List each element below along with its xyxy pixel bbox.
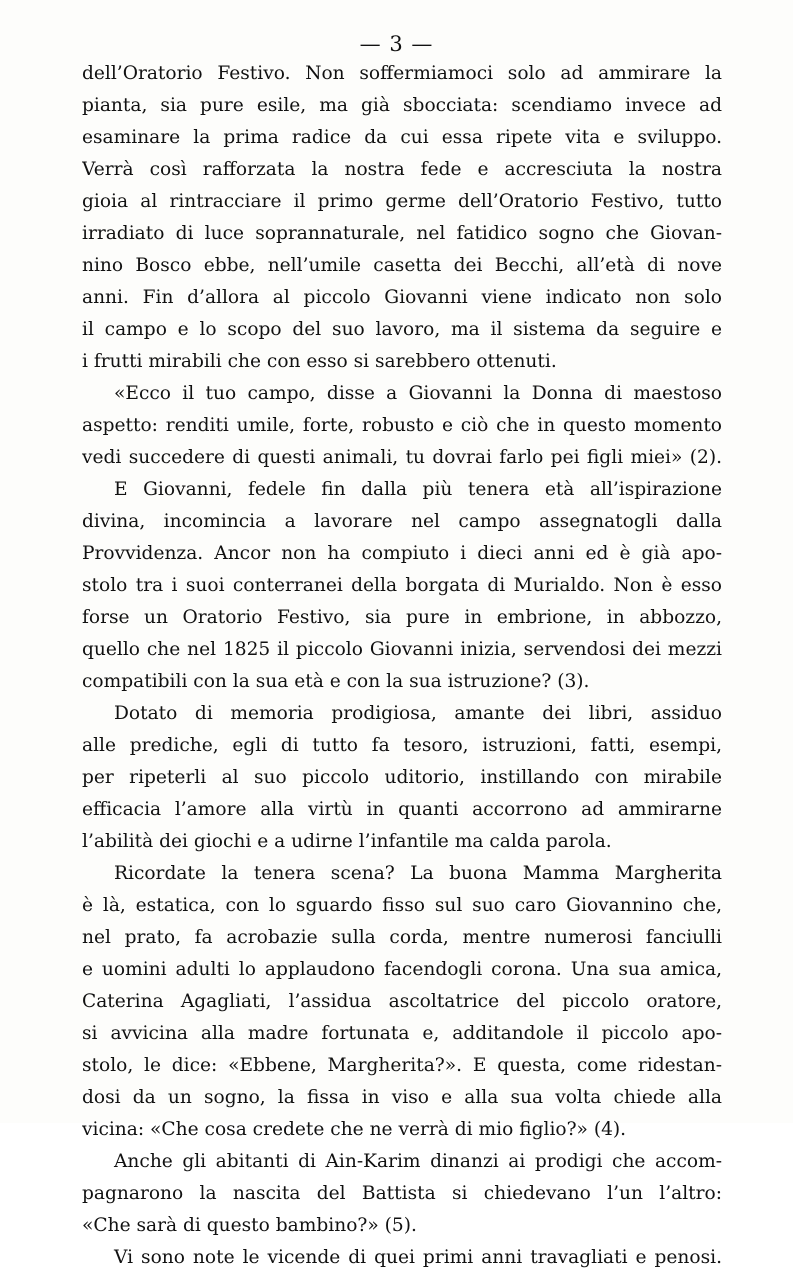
text-line: anni. Fin d’allora al piccolo Giovanni viene indicato non solo [82,287,722,308]
text-line: per ripeterli al suo piccolo uditorio, instillando con mirabile [82,767,722,788]
text-line: Caterina Agagliati, l’assidua ascoltatrice del piccolo oratore, [82,991,722,1012]
text-line: dell’Oratorio Festivo. Non soffermiamoci solo ad ammirare la [82,63,722,84]
text-line: compatibili con la sua età e con la sua istruzione? (3). [82,671,590,692]
text-line: è là, estatica, con lo sguardo fisso sul suo caro Giovannino che, [82,895,722,916]
text-line: nino Bosco ebbe, nell’umile casetta dei Becchi, all’età di nove [82,255,722,276]
text-line: efficacia l’amore alla virtù in quanti accorrono ad ammirarne [82,799,722,820]
text-line: gioia al rintracciare il primo germe dell’Oratorio Festivo, tutto [82,191,722,212]
text-line: aspetto: renditi umile, forte, robusto e ciò che in questo momento [82,415,722,436]
text-line: divina, incomincia a lavorare nel campo assegnatogli dalla [82,511,722,532]
page-number: — 3 — [359,32,434,56]
text-line: si avvicina alla madre fortunata e, additandole il piccolo apo- [82,1023,722,1044]
text-line: E Giovanni, fedele fin dalla più tenera età all’ispirazione [114,479,722,500]
text-line: irradiato di luce soprannaturale, nel fatidico sogno che Giovan- [82,223,722,244]
text-line: «Che sarà di questo bambino?» (5). [82,1215,417,1236]
text-line: vedi succedere di questi animali, tu dovrai farlo pei figli miei» (2). [82,447,722,468]
text-line: vicina: «Che cosa credete che ne verrà di mio figlio?» (4). [82,1119,627,1140]
text-line: esaminare la prima radice da cui essa ripete vita e sviluppo. [82,127,722,148]
text-line: il campo e lo scopo del suo lavoro, ma il sistema da seguire e [82,319,722,340]
text-line: Provvidenza. Ancor non ha compiuto i dieci anni ed è già apo- [82,543,722,564]
text-line: l’abilità dei giochi e a udirne l’infantile ma calda parola. [82,831,612,852]
body-text [82,58,722,1274]
text-line: i frutti mirabili che con esso si sarebbero ottenuti. [82,351,557,372]
text-line: stolo, le dice: «Ebbene, Margherita?». E questa, come ridestan- [82,1055,722,1076]
text-line: e uomini adulti lo applaudono facendogli corona. Una sua amica, [82,959,722,980]
text-line: Verrà così rafforzata la nostra fede e accresciuta la nostra [82,159,722,180]
text-line: stolo tra i suoi conterranei della borgata di Murialdo. Non è esso [82,575,722,596]
text-line: nel prato, fa acrobazie sulla corda, mentre numerosi fanciulli [82,927,722,948]
text-line: alle prediche, egli di tutto fa tesoro, istruzioni, fatti, esempi, [82,735,722,756]
text-line: Vi sono note le vicende di quei primi anni travagliati e penosi. [114,1247,722,1268]
text-line: Ricordate la tenera scena? La buona Mamma Margherita [114,863,722,884]
text-line: «Ecco il tuo campo, disse a Giovanni la Donna di maestoso [114,383,722,404]
text-line: quello che nel 1825 il piccolo Giovanni inizia, servendosi dei mezzi [82,639,722,660]
text-line: pianta, sia pure esile, ma già sbocciata: scendiamo invece ad [82,95,722,116]
text-line: forse un Oratorio Festivo, sia pure in embrione, in abbozzo, [82,607,722,628]
text-line: Anche gli abitanti di Ain-Karim dinanzi ai prodigi che accom- [114,1151,722,1172]
text-line: Dotato di memoria prodigiosa, amante dei libri, assiduo [114,703,722,724]
text-line: pagnarono la nascita del Battista si chiedevano l’un l’altro: [82,1183,722,1204]
text-line: dosi da un sogno, la fissa in viso e alla sua volta chiede alla [82,1087,722,1108]
